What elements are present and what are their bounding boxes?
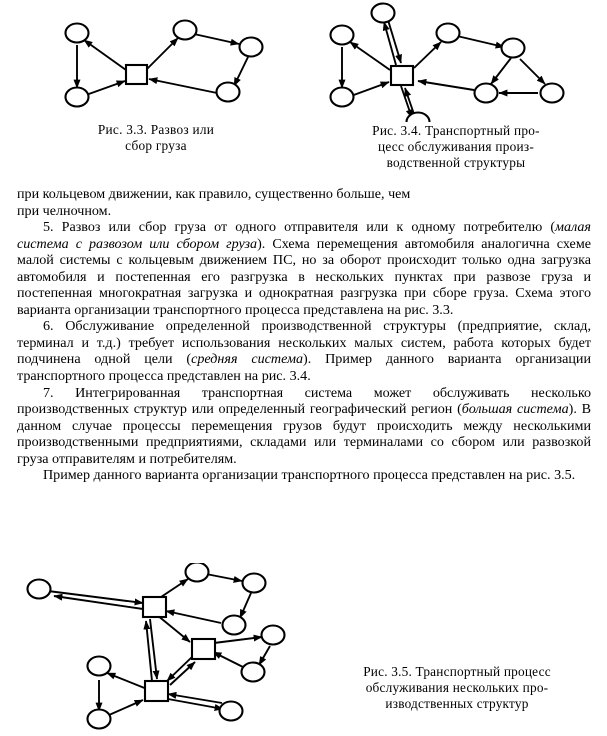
para-8-text: Пример данного варианта организации транспортного процесса представлен на рис. 3.5. [43,467,576,484]
node-circle [174,21,197,40]
para-5-text-part-2: ). Схема перемещения автомобиля аналогична схеме малой системы с кольцевым движением ПС, но за оборот происходит только одна загрузка автомобиля и постепенная его разгрузка в нескольких пунктах при развозе груза и постепенная многократная загрузка и однократная разгрузка при сборе груза. Схема этого варианта организации транспортного процесса представлена на рис. 3.3. [17,235,591,318]
node-circle [220,702,243,721]
para-7-text-part-2: ). В данном случае процессы перемещения грузов будут происходить между несколькими производственными предприятиями, складами или терминалами со сбором или развозкой груза отправителям и потребителям. [17,401,592,467]
figure-3-3-diagram [8,0,304,120]
node-circle [88,657,111,676]
node-circle [217,83,240,102]
figure-3-5-caption-line-2: обслуживания нескольких про- [365,680,549,696]
paragraph-item-7 [17,385,591,468]
paragraph-item-6 [17,318,591,384]
node-circle [240,38,263,57]
para-5-text-part-1: 5. Развоз или сбор груза от одного отправителя или к одному потребителю ( [43,219,556,236]
figure-3-5-nodes [28,563,285,729]
paragraph-closing [17,467,591,484]
node-circle [331,26,354,45]
figure-3-5-caption [312,664,602,713]
para-0-line-2: при челночном. [17,202,112,219]
para-6-italic-term: средняя система [191,351,304,368]
paragraph-continuation [17,186,591,203]
figure-3-5-caption-line-3: изводственных структур [385,696,529,712]
body-text [17,186,591,484]
top-figures-row [0,0,607,182]
node-circle [66,88,89,107]
figure-3-5 [16,563,326,731]
node-circle [475,84,498,103]
figure-3-3 [8,0,304,154]
paragraph-item-5 [17,219,591,318]
figure-3-3-caption-line-1: Рис. 3.3. Развоз или [97,122,215,137]
figure-3-5-diagram [16,563,326,731]
node-square-hub [143,597,166,617]
node-circle [88,710,111,729]
node-circle [66,24,89,43]
node-circle [331,88,354,107]
figure-3-4-caption-line-1: Рис. 3.4. Транспортный про- [372,123,540,138]
figure-3-4-caption-line-3: водственной структуры [386,155,526,171]
node-square-hub [145,681,168,701]
node-square-hub [391,66,413,85]
figure-3-5-caption-line-1: Рис. 3.5. Транспортный процесс [363,664,551,679]
node-circle [28,580,51,599]
node-circle [372,4,395,23]
figure-3-4-nodes [331,4,564,123]
node-circle [242,663,265,682]
para-7-italic-term: большая система [461,401,569,418]
node-circle [243,574,266,593]
para-7-text-part-1: 7. Интегрированная транспортная система может обслуживать несколько производственных структур или определенный географический регион ( [17,384,591,418]
node-circle [437,24,460,43]
figure-3-4-diagram [306,0,606,122]
node-circle [262,626,285,645]
paragraph-continuation-end [17,203,591,220]
figure-3-4-caption-line-2: цесс обслуживания произ- [377,139,535,155]
figure-3-4 [306,0,606,172]
para-6-text-part-1: 6. Обслуживание определенной производственной структуры (предприятие, склад, терминал и т.д.) требует использования нескольких малых систем, работа которых будет подчинена одной цели ( [17,318,591,368]
figure-3-3-caption-line-2: сбор груза [125,138,187,154]
node-square-hub [192,639,215,659]
node-square-hub [126,65,147,84]
para-6-text-part-2: ). Пример данного варианта организации транспортного процесса представлен на рис. 3.4. [17,351,591,385]
node-circle [541,84,564,103]
node-circle [502,39,525,58]
para-5-italic-term: малая система с развозом или сбором груза [17,219,591,252]
node-circle [186,563,209,582]
figure-3-3-caption [8,122,304,154]
node-circle [407,113,430,123]
figure-3-3-nodes [66,21,263,107]
para-0-line-1: при кольцевом движении, как правило, существенно больше, чем [17,186,411,202]
node-circle [223,616,246,635]
figure-3-4-caption [306,123,606,172]
